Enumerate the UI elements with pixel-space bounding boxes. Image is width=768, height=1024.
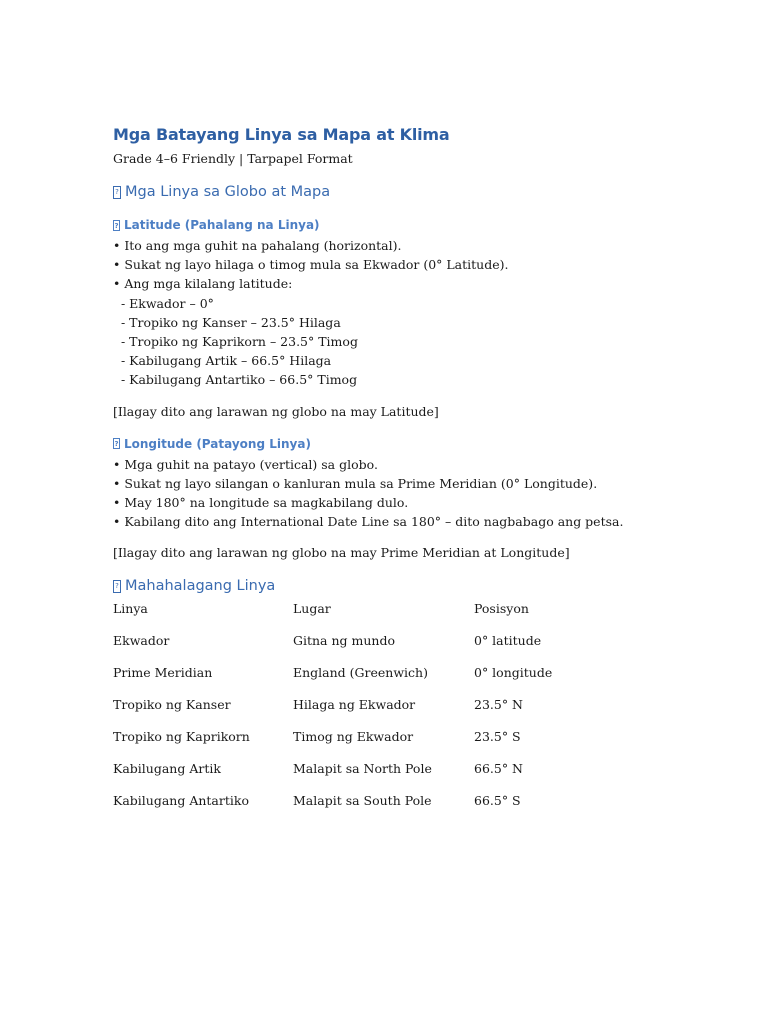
missing-glyph-icon: ? [114, 440, 119, 449]
latitude-list [113, 236, 673, 390]
column-header: Lugar [293, 601, 331, 617]
section-heading-text: Mahahalagang Linya [125, 578, 276, 595]
table-cell: 23.5° S [474, 729, 521, 745]
list-item: • Sukat ng layo hilaga o timog mula sa Ekwador (0° Latitude). [113, 257, 509, 273]
list-item: - Tropiko ng Kaprikorn – 23.5° Timog [113, 334, 358, 350]
table-cell: England (Greenwich) [293, 665, 428, 681]
table-cell: Timog ng Ekwador [293, 729, 414, 745]
list-item: - Kabilugang Antartiko – 66.5° Timog [113, 372, 358, 388]
table-cell: Tropiko ng Kanser [113, 697, 231, 713]
image-placeholder-longitude: [Ilagay dito ang larawan ng globo na may Prime Meridian at Longitude] [113, 545, 570, 561]
table-cell: 0° latitude [474, 633, 542, 649]
document-subtitle: Grade 4–6 Friendly | Tarpapel Format [113, 151, 353, 166]
table-cell: 0° longitude [474, 665, 553, 681]
table-cell: 66.5° S [474, 793, 521, 809]
section-heading-mahahalaga [113, 576, 673, 596]
lines-table [113, 600, 594, 824]
missing-glyph-icon: ? [114, 221, 119, 230]
list-item: • Mga guhit na patayo (vertical) sa globo. [113, 456, 378, 472]
table-cell: Hilaga ng Ekwador [293, 697, 416, 713]
table-cell: Tropiko ng Kaprikorn [113, 729, 250, 745]
table-cell: 23.5° N [474, 697, 523, 713]
table-header-row [113, 600, 594, 632]
list-item: - Kabilugang Artik – 66.5° Hilaga [113, 353, 332, 369]
table-cell: Kabilugang Artik [113, 761, 221, 777]
missing-glyph-icon: ? [113, 186, 121, 199]
list-item: • Ito ang mga guhit na pahalang (horizontal). [113, 238, 402, 253]
table-cell: Prime Meridian [113, 665, 213, 681]
table-cell: Kabilugang Antartiko [113, 793, 249, 809]
table-cell: Gitna ng mundo [293, 633, 395, 649]
table-cell: Ekwador [113, 633, 170, 649]
list-item: • Ang mga kilalang latitude: [113, 276, 293, 292]
table-cell: Malapit sa North Pole [293, 761, 432, 777]
table-row [113, 728, 594, 760]
subheading-text: Longitude (Patayong Linya) [124, 436, 311, 451]
missing-glyph-icon: ? [113, 580, 121, 593]
list-item: - Tropiko ng Kanser – 23.5° Hilaga [113, 314, 341, 330]
column-header: Posisyon [474, 601, 529, 617]
table-row [113, 664, 594, 696]
table-cell: Malapit sa South Pole [293, 793, 432, 809]
section-heading-linya [113, 182, 673, 202]
list-item: • Sukat ng layo silangan o kanluran mula sa Prime Meridian (0° Longitude). [113, 475, 598, 491]
subheading-latitude [113, 216, 673, 234]
column-header: Linya [113, 601, 148, 617]
image-placeholder-latitude: [Ilagay dito ang larawan ng globo na may Latitude] [113, 403, 439, 419]
list-item: • Kabilang dito ang International Date Line sa 180° – dito nagbabago ang petsa. [113, 514, 624, 530]
subheading-longitude [113, 435, 673, 453]
section-heading-text: Mga Linya sa Globo at Mapa [125, 184, 331, 200]
document-title: Mga Batayang Linya sa Mapa at Klima [113, 125, 450, 144]
subheading-text: Latitude (Pahalang na Linya) [124, 218, 320, 232]
document-body [113, 124, 673, 824]
list-item: - Ekwador – 0° [113, 295, 214, 311]
table-row [113, 696, 594, 728]
table-row [113, 632, 594, 664]
longitude-list [113, 455, 673, 532]
list-item: • May 180° na longitude sa magkabilang dulo. [113, 495, 409, 511]
table-row [113, 792, 594, 824]
table-row [113, 760, 594, 792]
table-cell: 66.5° N [474, 761, 523, 777]
